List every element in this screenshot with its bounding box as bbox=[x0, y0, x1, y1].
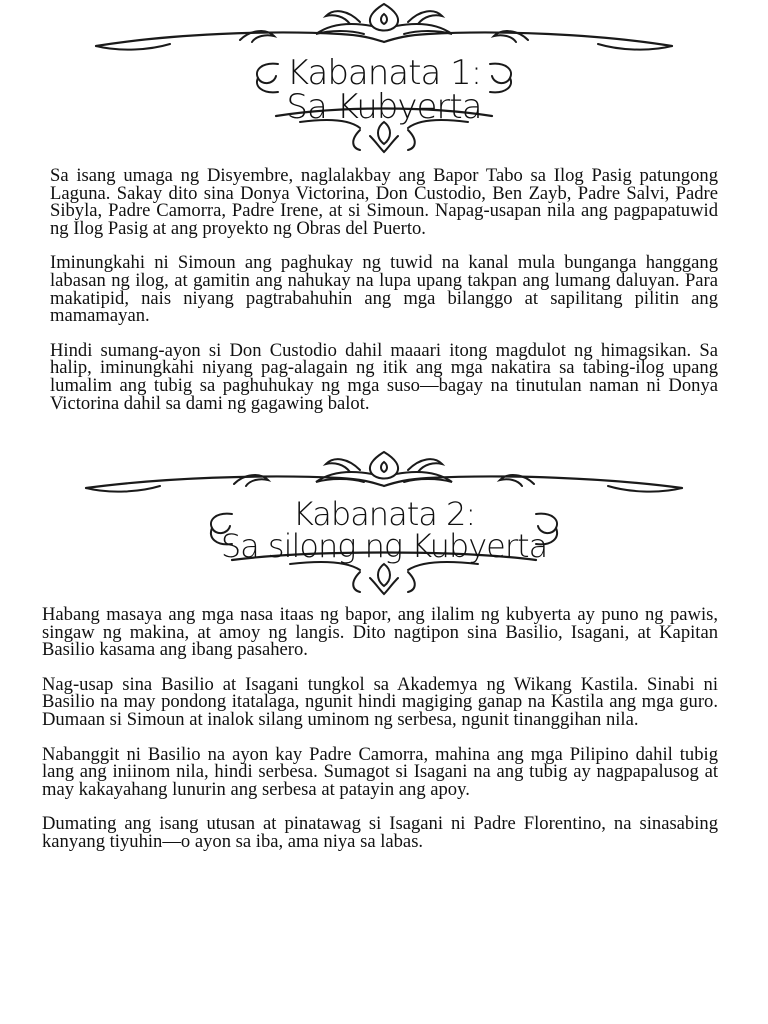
chapter-2-body bbox=[42, 606, 718, 851]
chapter-2-header bbox=[0, 448, 768, 598]
chapter-1-body bbox=[50, 167, 718, 412]
chapter-2-title-line2: Sa silong ng Kubyerta bbox=[220, 527, 548, 565]
chapter-1-title-line1: Kabanata 1: bbox=[286, 53, 482, 93]
chapter-1-title-line2: Sa Kubyerta bbox=[286, 87, 482, 127]
chapter-1-title bbox=[0, 53, 768, 127]
chapter-2-title-line1: Kabanata 2: bbox=[292, 495, 476, 533]
chapter-2-title bbox=[0, 495, 768, 565]
chapter-1-header bbox=[0, 0, 768, 160]
chapter-2-paragraph-3: Nabanggit ni Basilio na ayon kay Padre Camorra, mahina ang mga Pilipino dahil tubig lang ang iniinom nila, hindi serbesa. Sumagot si Isagani na ang tubig ay nagpapalusog at may kakayahang lunurin ang serbesa at patayin ang apoy. bbox=[42, 743, 718, 800]
chapter-2-paragraph-2: Nag-usap sina Basilio at Isagani tungkol sa Akademya ng Wikang Kastila. Sinabi ni Basilio na may pondong itatalaga, ngunit hindi magiging ganap na Kastila ang mga guro. Dumaan si Simoun at inalok silang uminom ng serbesa, ngunit tinanggihan nila. bbox=[42, 673, 718, 730]
chapter-1-paragraph-3: Hindi sumang-ayon si Don Custodio dahil maaari itong magdulot ng himagsikan. Sa halip, iminungkahi niyang pag-alagain ng itik ang mga nakatira sa tabing-ilog upang lumalim ang tubig sa paghuhukay ng mga suso—bagay na tinutulan naman ni Donya Victorina dahil sa dami ng gagawing balot. bbox=[50, 339, 718, 414]
chapter-1-paragraph-2: Iminungkahi ni Simoun ang paghukay ng tuwid na kanal mula bunganga hanggang labasan ng ilog, at gamitin ang nahukay na lupa upang takpan ang lumang daluyan. Para makatipid, nais niyang pagtrabahuhin ang mga bilanggo at sapilitang pilitin ang mamamayan. bbox=[50, 252, 718, 327]
chapter-2-paragraph-1: Habang masaya ang mga nasa itaas ng bapor, ang ilalim ng kubyerta ay puno ng pawis, singaw ng makina, at amoy ng langis. Dito nagtipon sina Basilio, Isagani, at Kapitan Basilio kasama ang ibang pasahero. bbox=[42, 604, 718, 661]
chapter-1-paragraph-1: Sa isang umaga ng Disyembre, naglalakbay ang Bapor Tabo sa Ilog Pasig patungong Laguna. Sakay dito sina Donya Victorina, Don Custodio, Ben Zayb, Padre Salvi, Padre Sibyla, Padre Camorra, Padre Irene, at si Simoun. Napag-usapan nila ang pagpapatuwid ng Ilog Pasig at ang proyekto ng Obras del Puerto. bbox=[50, 165, 718, 239]
chapter-2-paragraph-4: Dumating ang isang utusan at pinatawag si Isagani ni Padre Florentino, na sinasabing kanyang tiyuhin—o ayon sa iba, ama niya sa labas. bbox=[42, 813, 718, 852]
